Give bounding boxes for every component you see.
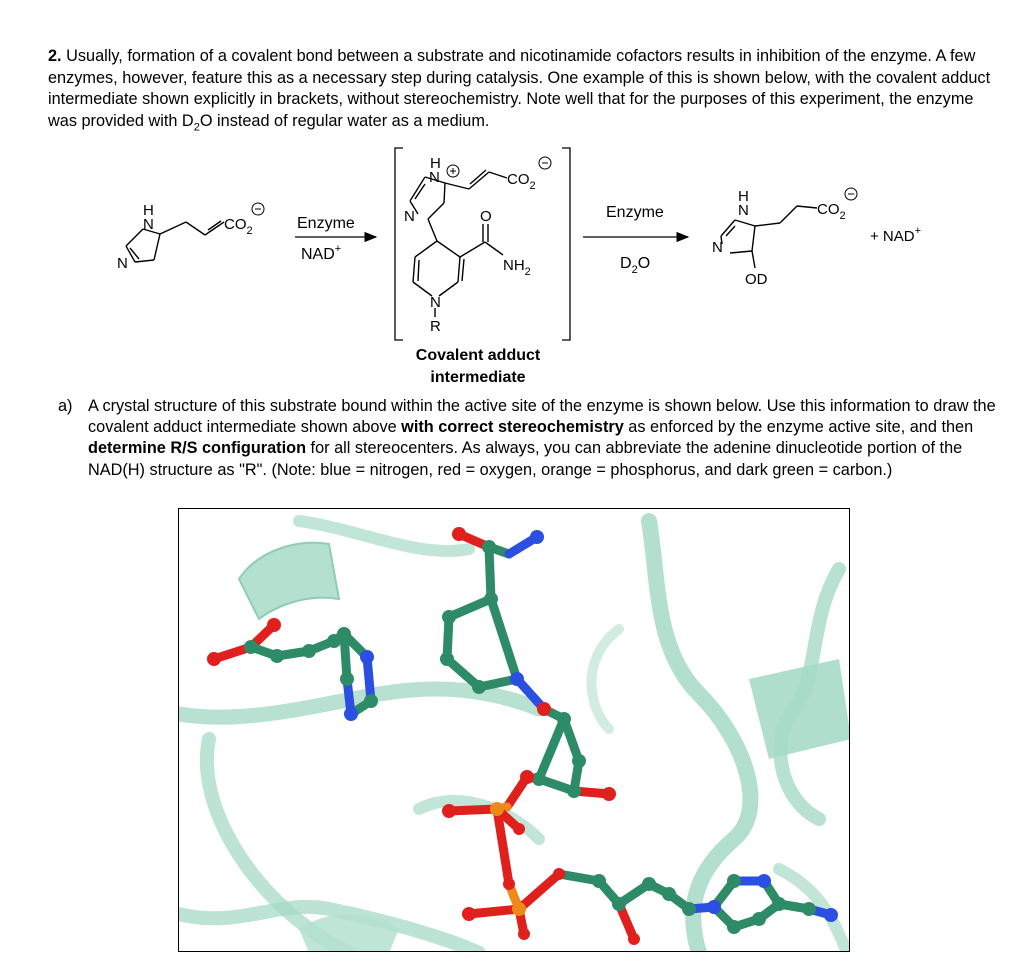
svg-text:N: N bbox=[429, 169, 440, 186]
question-2-text: 2. Usually, formation of a covalent bond between a substrate and nicotinamide cofactors results in inhibition of the enzyme. A few enzymes, however, feature this as a necessary step during catalysis. One example of this is shown below, with the covalent adduct intermediate shown explicitly in brackets, without stereochemistry. Note well that for the purposes of this experiment, the enzyme was provided with $D_2O$ instead of regular water as a medium. bbox=[48, 47, 991, 134]
covalent-adduct-structure bbox=[410, 170, 507, 317]
svg-text:O: O bbox=[480, 208, 492, 225]
arrow-2-reagent-bottom: $D_2O$ bbox=[620, 255, 651, 276]
svg-text:+ NAD+: + NAD+ bbox=[870, 225, 922, 245]
part-a-text: a) A crystal structure of this substrate bound within the active site of the enzyme is shown below. Use this information to draw the covalent adduct intermediate shown above with correct stereochemistry as enforced by the enzyme active site, and then determine R/S configuration for all stereocenters. As always, you can abbreviate the adenine dinucleotide portion of the NAD(H) structure as "R". (Note: blue = nitrogen, red = oxygen, orange = phosphorus, and dark green = carbon.) bbox=[58, 397, 996, 479]
product-labels bbox=[712, 188, 921, 288]
part-a-label: a) bbox=[58, 397, 73, 415]
svg-text:OD: OD bbox=[745, 271, 768, 288]
svg-text:H: H bbox=[430, 155, 441, 172]
svg-text:R: R bbox=[430, 318, 441, 335]
svg-text:N: N bbox=[712, 239, 723, 256]
svg-text:NH2: $NH_2$ bbox=[503, 257, 531, 278]
svg-text:H: H bbox=[738, 188, 749, 205]
adduct-caption: Covalent adduct intermediate bbox=[415, 347, 541, 386]
substrate-carboxylate-charge bbox=[252, 203, 264, 215]
svg-text:N: N bbox=[143, 216, 154, 233]
arrow-1-reagent-bottom: NAD+ bbox=[301, 243, 342, 263]
adduct-labels bbox=[404, 155, 536, 335]
svg-text:CO2: $CO_2$ bbox=[817, 201, 846, 222]
substrate-urocanate bbox=[126, 221, 224, 262]
svg-text:H: H bbox=[143, 202, 154, 219]
question-number: 2. bbox=[48, 47, 62, 65]
left-bracket bbox=[395, 148, 403, 340]
product-carboxylate-charge bbox=[845, 188, 857, 200]
adduct-charges bbox=[447, 157, 551, 177]
svg-text:N: N bbox=[738, 202, 749, 219]
svg-text:N: N bbox=[430, 294, 441, 311]
right-bracket bbox=[562, 148, 570, 340]
svg-text:N: N bbox=[117, 255, 128, 272]
svg-text:CO2: $CO_2$ bbox=[507, 171, 536, 192]
svg-text:CO2: $CO_2$ bbox=[224, 216, 253, 237]
reaction-scheme bbox=[0, 0, 1024, 345]
arrow-2-reagent-top: Enzyme bbox=[606, 204, 664, 221]
crystal-structure-figure bbox=[178, 508, 850, 952]
svg-text:N: N bbox=[404, 208, 415, 225]
crystal-structure-render bbox=[179, 509, 850, 952]
product-structure bbox=[721, 206, 817, 268]
arrow-1-reagent-top: Enzyme bbox=[297, 215, 355, 232]
